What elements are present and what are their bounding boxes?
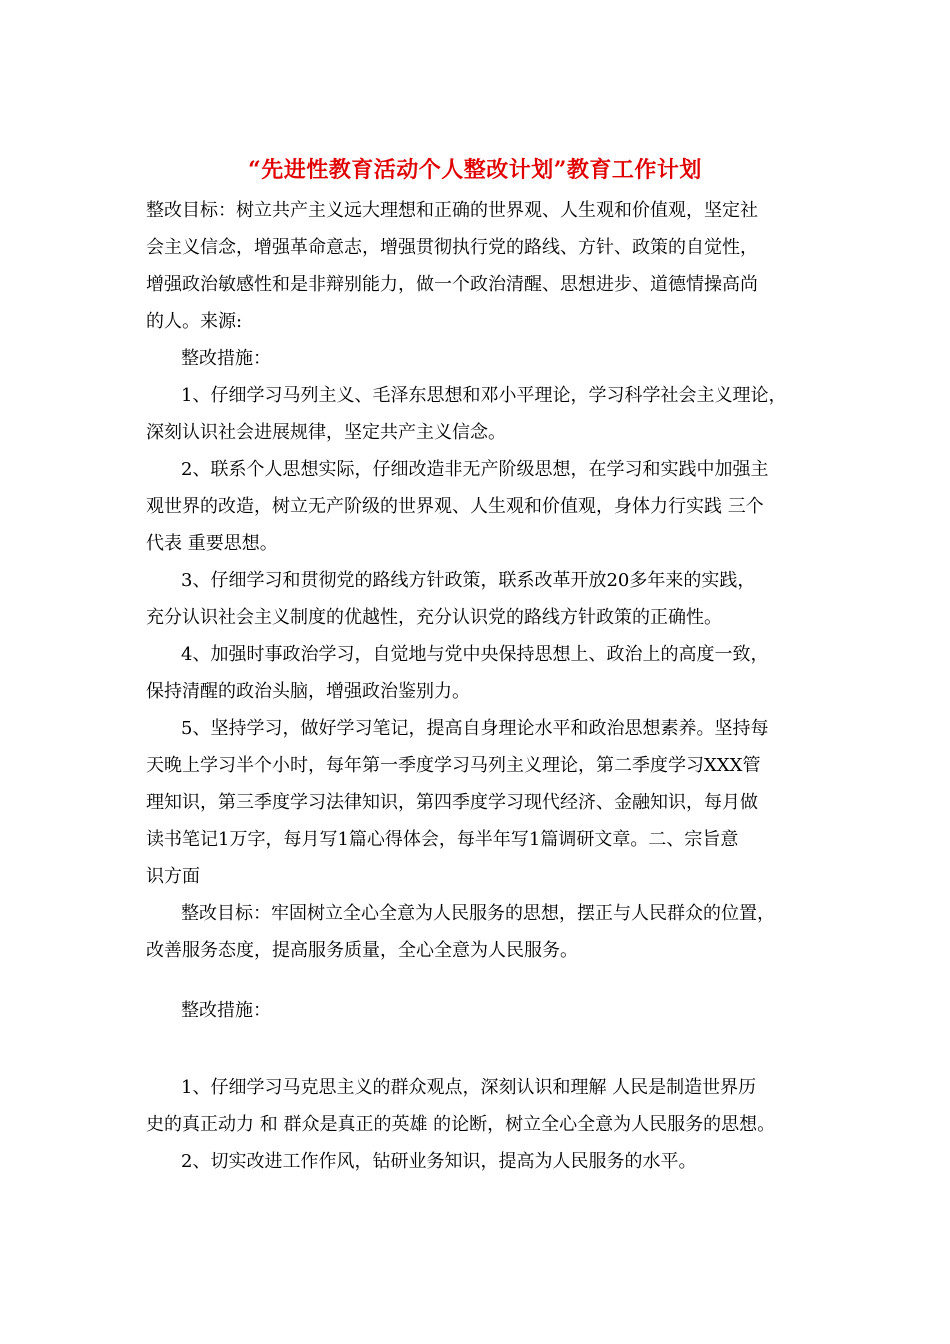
line-text: 观世界的改造，树立无产阶级的世界观、人生观和价值观，身体力行实践 三个 [146,496,764,517]
line-text: 2、切实改进工作作风，钻研业务知识，提高为人民服务的水平。 [181,1151,697,1172]
line-text: 1、仔细学习马克思主义的群众观点，深刻认识和理解 人民是制造世界历 [181,1077,757,1098]
line-text: 理知识，第三季度学习法律知识，第四季度学习现代经济、金融知识，每月做 [146,792,758,813]
document-title: “先进性教育活动个人整改计划”教育工作计划 [248,157,702,183]
line-text: 充分认识社会主义制度的优越性，充分认识党的路线方针政策的正确性。 [146,607,722,628]
line-text: 深刻认识社会进展规律，坚定共产主义信念。 [146,422,506,443]
line-text: 史的真正动力 和 群众是真正的英雄 的论断，树立全心全意为人民服务的思想。 [146,1114,776,1135]
line-text: 2、联系个人思想实际，仔细改造非无产阶级思想，在学习和实践中加强主 [181,459,769,480]
line-text: 1、仔细学习马列主义、毛泽东思想和邓小平理论，学习科学社会主义理论， [181,385,787,406]
line-text: 会主义信念，增强革命意志，增强贯彻执行党的路线、方针、政策的自觉性， [146,237,758,258]
line-text: 增强政治敏感性和是非辩别能力，做一个政治清醒、思想进步、道德情操高尚 [146,274,758,295]
line-text: 保持清醒的政治头脑，增强政治鉴别力。 [146,681,470,702]
line-text: 代表 重要思想。 [146,533,278,554]
line-text: 整改措施： [181,348,271,369]
line-text: 3、仔细学习和贯彻党的路线方针政策，联系改革开放20多年来的实践， [181,570,756,591]
line-text: 的人。来源: [146,311,243,332]
line-text: 读书笔记1万字，每月写1篇心得体会，每半年写1篇调研文章。二、宗旨意 [146,829,739,850]
line-text: 天晚上学习半个小时，每年第一季度学习马列主义理论，第二季度学习XXX管 [146,755,761,776]
line-text: 识方面 [146,866,200,887]
line-text: 5、坚持学习，做好学习笔记，提高自身理论水平和政治思想素养。坚持每 [181,718,769,739]
line-text: 4、加强时事政治学习，自觉地与党中央保持思想上、政治上的高度一致， [181,644,769,665]
line-text: 整改目标：牢固树立全心全意为人民服务的思想，摆正与人民群众的位置， [181,903,775,924]
line-text: 整改措施： [181,1000,271,1021]
line-text: 改善服务态度，提高服务质量，全心全意为人民服务。 [146,940,578,961]
line-text: 整改目标：树立共产主义远大理想和正确的世界观、人生观和价值观，坚定社 [146,200,758,221]
